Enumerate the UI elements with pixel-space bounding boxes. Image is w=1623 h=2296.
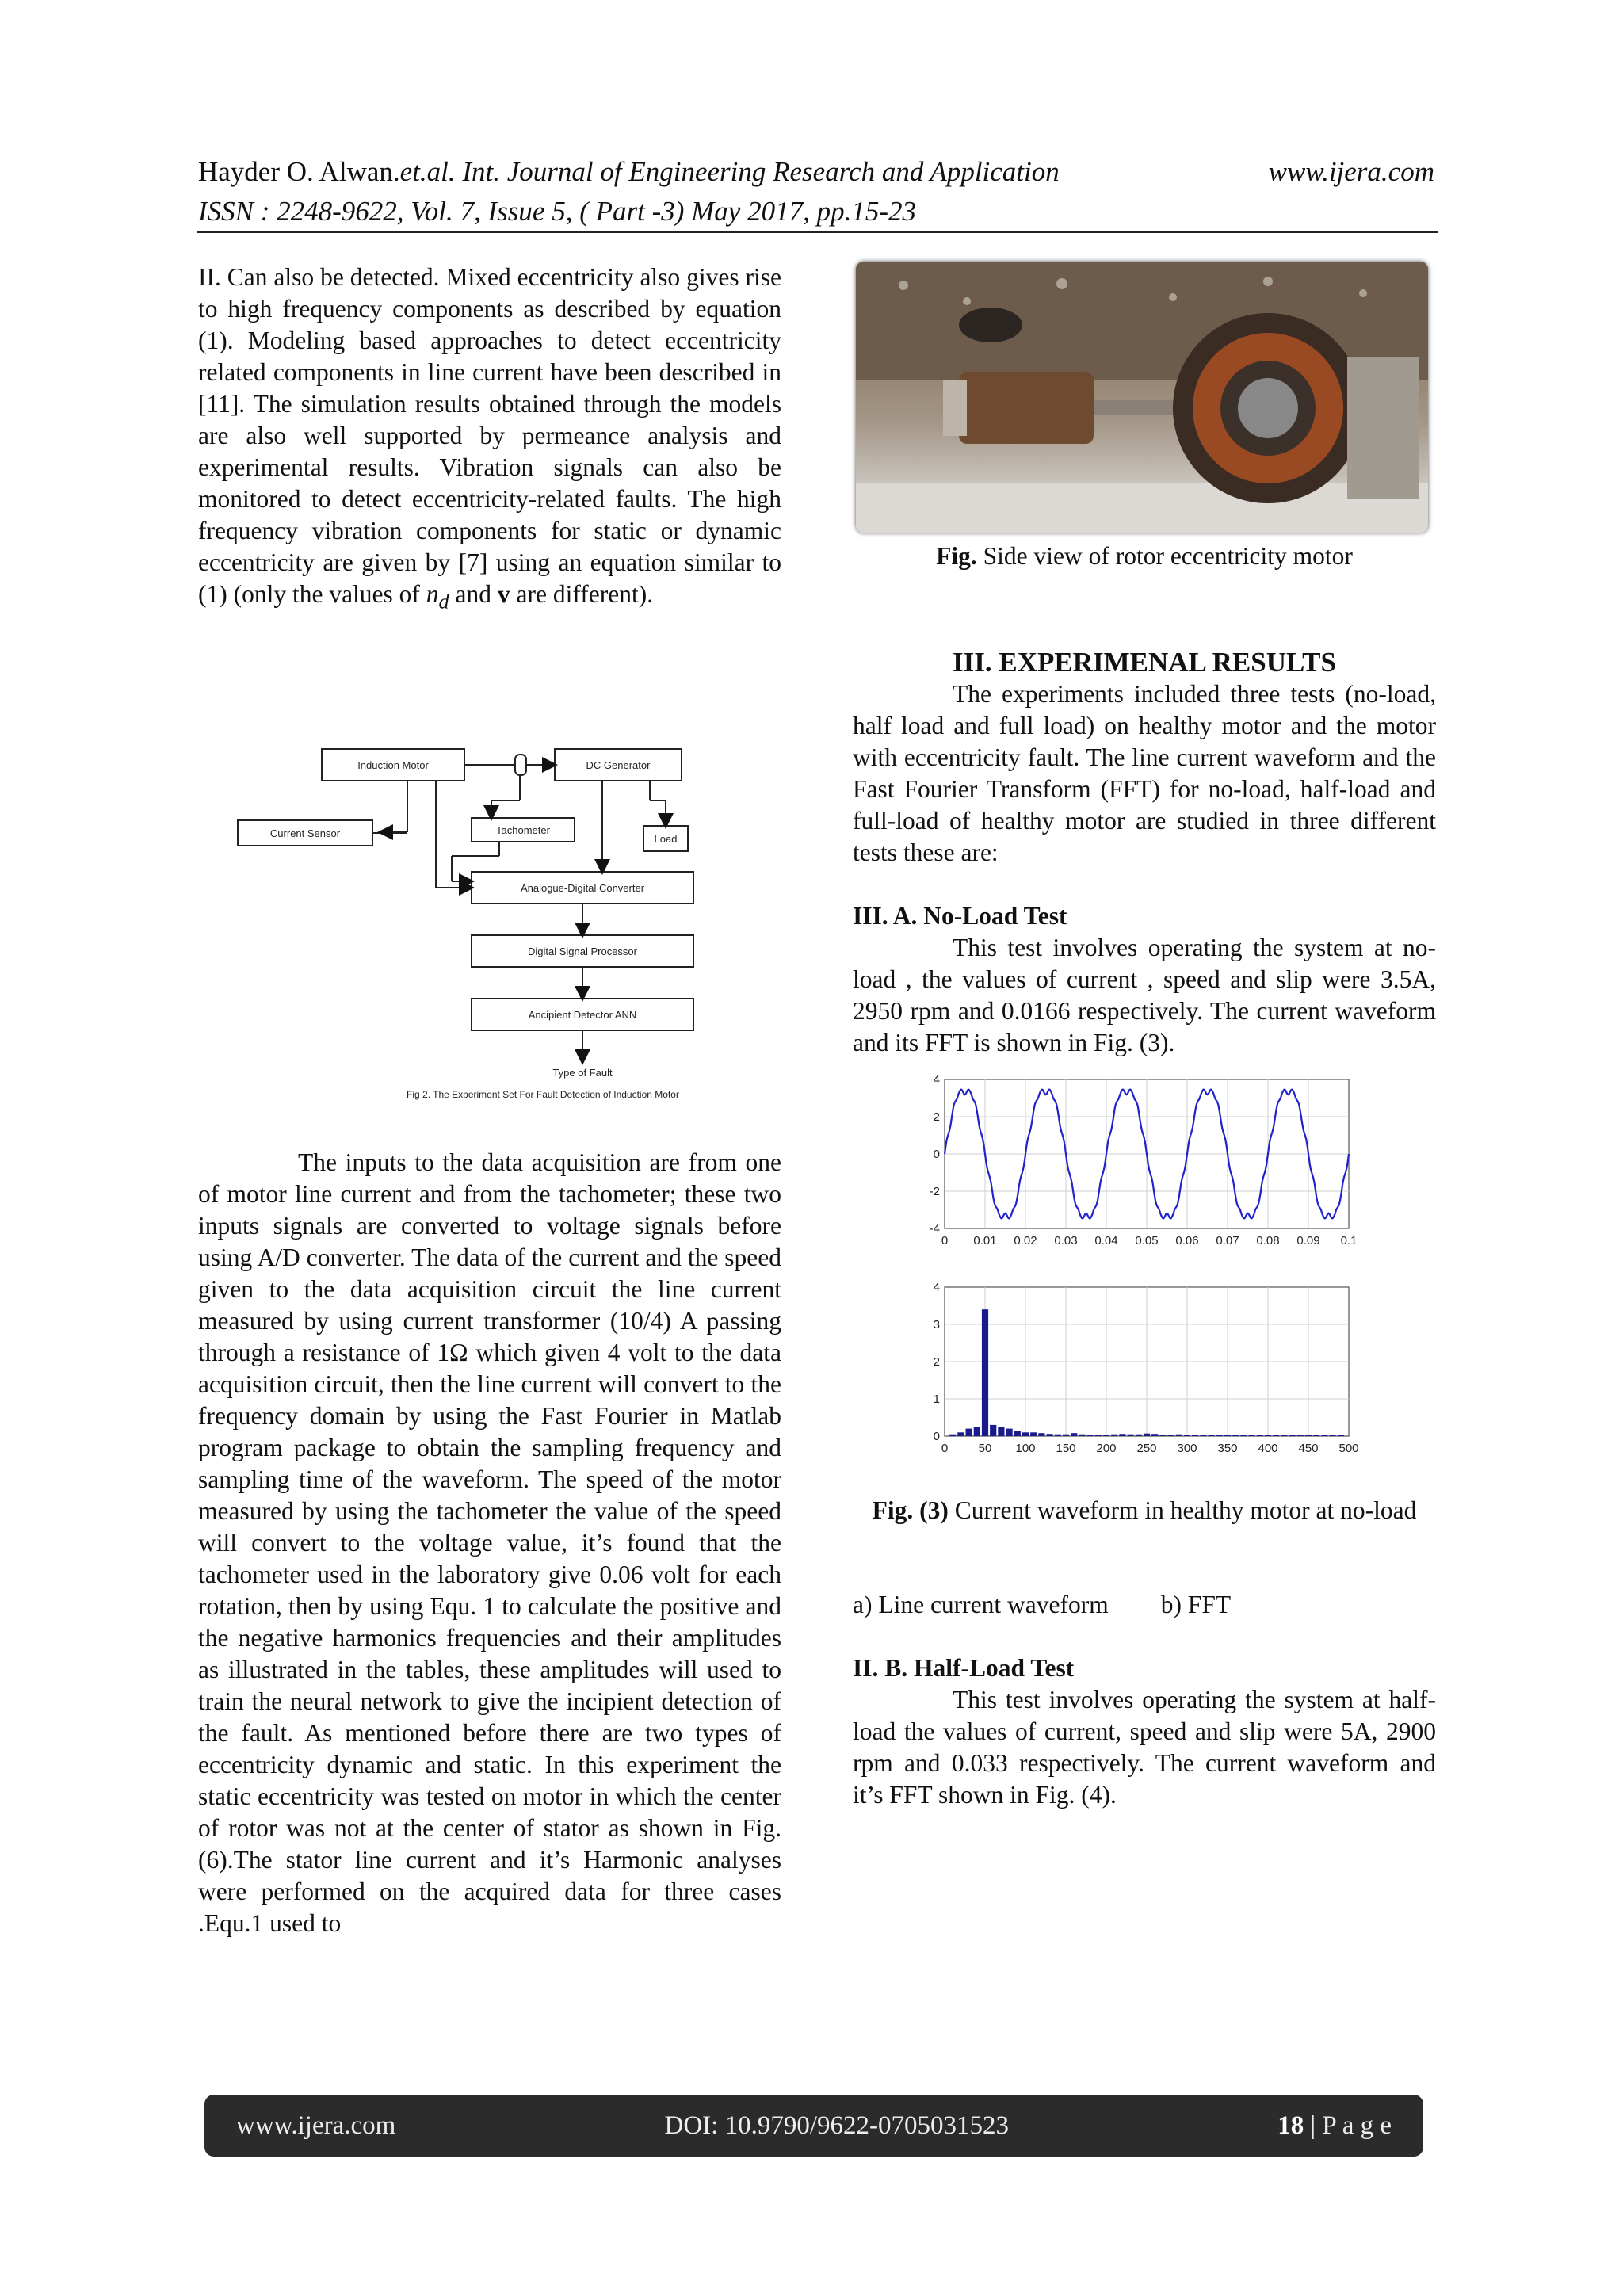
fft-bar [1257, 1435, 1263, 1436]
fft-bar [1022, 1432, 1029, 1436]
fft-bar [1103, 1435, 1109, 1436]
header-site-link[interactable]: www.ijera.com [1268, 156, 1434, 187]
fft-xtick-label: 100 [1015, 1442, 1036, 1455]
fft-bar [949, 1435, 956, 1436]
fft-bar [1224, 1435, 1231, 1436]
fft-bar [998, 1427, 1004, 1436]
fft-xtick-label: 300 [1177, 1442, 1197, 1455]
waveform-xtick-label: 0.06 [1175, 1234, 1199, 1247]
photo-caption-label: Fig. [936, 542, 977, 570]
fig3-caption [853, 1495, 1436, 1526]
label-adc: Analogue-Digital Converter [520, 882, 645, 894]
header-citation [198, 152, 1060, 192]
fft-bar [1047, 1434, 1053, 1436]
page-footer [204, 2095, 1423, 2157]
fft-ytick-label: 0 [933, 1430, 940, 1443]
fft-ytick-label: 2 [933, 1355, 940, 1369]
coupling-shaft [515, 755, 526, 775]
header-journal: Int. Journal of Engineering Research and Application [455, 156, 1060, 187]
fft-xtick-label: 500 [1338, 1442, 1359, 1455]
fft-bar [974, 1427, 980, 1436]
fft-bar [1289, 1435, 1296, 1436]
label-ann: Ancipient Detector ANN [528, 1009, 637, 1021]
waveform-ytick-label: 2 [933, 1110, 940, 1124]
fft-bar [1063, 1435, 1069, 1436]
fft-bar [1111, 1435, 1117, 1436]
fig3-sub-b: b) FFT [1160, 1591, 1232, 1618]
waveform-xtick-label: 0.01 [973, 1234, 997, 1247]
fft-bar [1232, 1435, 1239, 1436]
halfload-heading: II. B. Half-Load Test [853, 1654, 1075, 1682]
fft-bar [1159, 1435, 1166, 1436]
fft-bar [1305, 1435, 1312, 1436]
waveform-xtick-label: 0.04 [1094, 1234, 1118, 1247]
fft-bar [1144, 1434, 1150, 1436]
fft-bar [1184, 1435, 1190, 1436]
fft-xtick-label: 250 [1136, 1442, 1157, 1455]
fft-bar [1330, 1435, 1336, 1436]
waveform-xtick-label: 0.02 [1014, 1234, 1037, 1247]
nd-symbol: n [426, 580, 439, 608]
fft-bar [1192, 1435, 1198, 1436]
label-dc-generator: DC Generator [586, 759, 651, 771]
left-bottom-paragraph [198, 1147, 781, 1939]
fft-bar [1209, 1435, 1215, 1436]
header-author: Hayder O. Alwan. [198, 156, 400, 187]
waveform-xtick-label: 0.05 [1135, 1234, 1159, 1247]
waveform-ytick-label: 4 [933, 1073, 940, 1087]
fig3-sublabels [853, 1589, 1436, 1621]
results-section [853, 647, 1436, 1059]
fft-bar [1265, 1435, 1271, 1436]
header-rule [197, 231, 1438, 233]
fft-xtick-label: 150 [1056, 1442, 1076, 1455]
results-intro: The experiments included three tests (no-load, half load and full load) on healthy motor and the motor with eccentricity fault. The line current waveform and the Fast Fourier Transform (FFT) for no-load, half-load and full-load of healthy motor are studied in three different tests these are: [853, 680, 1436, 866]
fft-ytick-label: 4 [933, 1281, 940, 1294]
waveform-xtick-label: 0.1 [1340, 1234, 1358, 1247]
fft-xtick-label: 200 [1096, 1442, 1117, 1455]
header-etal: et.al. [399, 156, 456, 187]
fft-bar [982, 1309, 988, 1436]
fft-bar [1087, 1435, 1094, 1436]
label-induction-motor: Induction Motor [357, 759, 429, 771]
footer-page-number: 18 [1277, 2111, 1304, 2140]
nd-subscript: d [438, 590, 449, 613]
fft-bar [1055, 1435, 1061, 1436]
fft-bar [1071, 1433, 1077, 1436]
fft-bar [1119, 1434, 1125, 1436]
footer-doi: DOI: 10.9790/9622-0705031523 [664, 2111, 1009, 2140]
label-dsp: Digital Signal Processor [527, 946, 638, 957]
photo-caption-text: Side view of rotor eccentricity motor [976, 542, 1353, 570]
label-load: Load [654, 833, 678, 845]
fft-bar [1338, 1435, 1344, 1436]
fft-bar [1136, 1435, 1142, 1436]
fft-bar [1176, 1435, 1182, 1436]
waveform-ytick-label: -4 [929, 1222, 940, 1236]
footer-page [1277, 2111, 1392, 2141]
fft-bar [990, 1425, 996, 1436]
fft-bar [1006, 1429, 1013, 1436]
diagram-caption: Fig 2. The Experiment Set For Fault Detection of Induction Motor [407, 1089, 679, 1100]
fft-xtick-label: 50 [978, 1442, 992, 1455]
waveform-xtick-label: 0.09 [1296, 1234, 1320, 1247]
section-title: III. EXPERIMENAL RESULTS [952, 647, 1336, 678]
label-current-sensor: Current Sensor [269, 827, 341, 839]
fft-ytick-label: 1 [933, 1392, 940, 1406]
label-tachometer: Tachometer [496, 824, 550, 836]
left-top-end: are different). [510, 580, 654, 608]
noload-text: This test involves operating the system at no-load , the values of current , speed and slip were 3.5A, 2950 rpm and 0.0166 respectively. The current waveform and its FFT is shown in Fig. (3). [853, 934, 1436, 1056]
noload-heading: III. A. No-Load Test [853, 902, 1067, 930]
fft-bar [1273, 1435, 1279, 1436]
footer-site-link[interactable]: www.ijera.com [236, 2111, 396, 2140]
fft-xtick-label: 0 [941, 1442, 949, 1455]
fft-bar [966, 1429, 972, 1436]
photo-caption [853, 541, 1436, 572]
fig3-sub-a: a) Line current waveform [853, 1591, 1109, 1618]
fft-bar [1216, 1435, 1223, 1436]
fft-bar [1200, 1435, 1206, 1436]
waveform-xtick-label: 0 [941, 1234, 949, 1247]
fft-bar [1014, 1431, 1021, 1436]
fft-bar [957, 1432, 964, 1436]
fft-bar [1030, 1432, 1037, 1436]
fft-bar [1168, 1435, 1174, 1436]
fft-bar [1079, 1435, 1085, 1436]
fft-bar [1297, 1435, 1304, 1436]
fft-bar [1281, 1435, 1287, 1436]
page-header [198, 152, 1434, 231]
fft-bar [1321, 1435, 1327, 1436]
waveform-xtick-label: 0.08 [1256, 1234, 1280, 1247]
left-top-paragraph [198, 262, 781, 617]
left-top-text: II. Can also be detected. Mixed eccentricity also gives rise to high frequency components as described by equation (1). Modeling based approaches to detect eccentricity related components in line current have been described in [11]. The simulation results obtained through the models are also well supported by permeance analysis and experimental results. Vibration signals can also be monitored to detect eccentricity-related faults. The high frequency vibration components for static or dynamic eccentricity are given by [7] using an equation similar to (1) (only the values of [198, 263, 781, 608]
fft-bar [1128, 1435, 1134, 1436]
waveform-xtick-label: 0.07 [1216, 1234, 1239, 1247]
waveform-xtick-label: 0.03 [1054, 1234, 1078, 1247]
fft-bar [1240, 1435, 1247, 1436]
block-diagram [230, 737, 769, 1117]
fft-xtick-label: 350 [1217, 1442, 1238, 1455]
fft-chart [896, 1279, 1371, 1461]
v-symbol: v [497, 580, 510, 608]
rotor-motor-photo [856, 262, 1428, 533]
fft-bar [1095, 1435, 1102, 1436]
fft-bar [1313, 1435, 1319, 1436]
fig3-label: Fig. (3) [872, 1496, 949, 1524]
halfload-text: This test involves operating the system at half-load the values of current, speed and slip were 5A, 2900 rpm and 0.033 respectively. The current waveform and it’s FFT shown in Fig. (4). [853, 1686, 1436, 1809]
photo-illustration [856, 262, 1428, 533]
fft-ytick-label: 3 [933, 1318, 940, 1331]
fft-xtick-label: 450 [1298, 1442, 1319, 1455]
fig3-caption-text: Current waveform in healthy motor at no-load [948, 1496, 1417, 1524]
fft-bar [1249, 1435, 1255, 1436]
and-word: and [449, 580, 498, 608]
label-type-of-fault: Type of Fault [552, 1067, 613, 1079]
waveform-ytick-label: -2 [929, 1185, 940, 1198]
footer-page-word: | P a g e [1304, 2111, 1392, 2140]
left-bottom-text: The inputs to the data acquisition are from one of motor line current and from the tachometer; these two inputs signals are converted to voltage signals before using A/D converter. The data of the current and the speed given to the data acquisition circuit the line current measured by using current transformer (10/4) A passing through a resistance of 1Ω which given 4 volt to the data acquisition circuit, then the line current will convert to the frequency domain by using the Fast Fourier in Matlab program package to obtain the sampling frequency and sampling time of the waveform. The speed of the motor measured by using the tachometer the value of the speed will convert to the voltage value, it’s found that the tachometer used in the laboratory give 0.06 volt for each rotation, then by using Equ. 1 to calculate the positive and the negative harmonics frequencies and their amplitudes as illustrated in the tables, these amplitudes will used to train the neural network to give the incipient detection of the fault. As mentioned before there are two types of eccentricity dynamic and static. In this experiment the static eccentricity was tested on motor in which the center of rotor was not at the center of stator as shown in Fig.(6).The stator line current and it’s Harmonic analyses were performed on the acquired data for three cases .Equ.1 used to [198, 1148, 781, 1937]
fft-bar [1151, 1434, 1158, 1436]
fft-xtick-label: 400 [1258, 1442, 1278, 1455]
waveform-ytick-label: 0 [933, 1148, 940, 1161]
header-issn: ISSN : 2248-9622, Vol. 7, Issue 5, ( Part -3) May 2017, pp.15-23 [198, 196, 917, 227]
halfload-section [853, 1652, 1436, 1811]
waveform-chart [896, 1072, 1371, 1254]
fft-bar [1038, 1433, 1044, 1436]
